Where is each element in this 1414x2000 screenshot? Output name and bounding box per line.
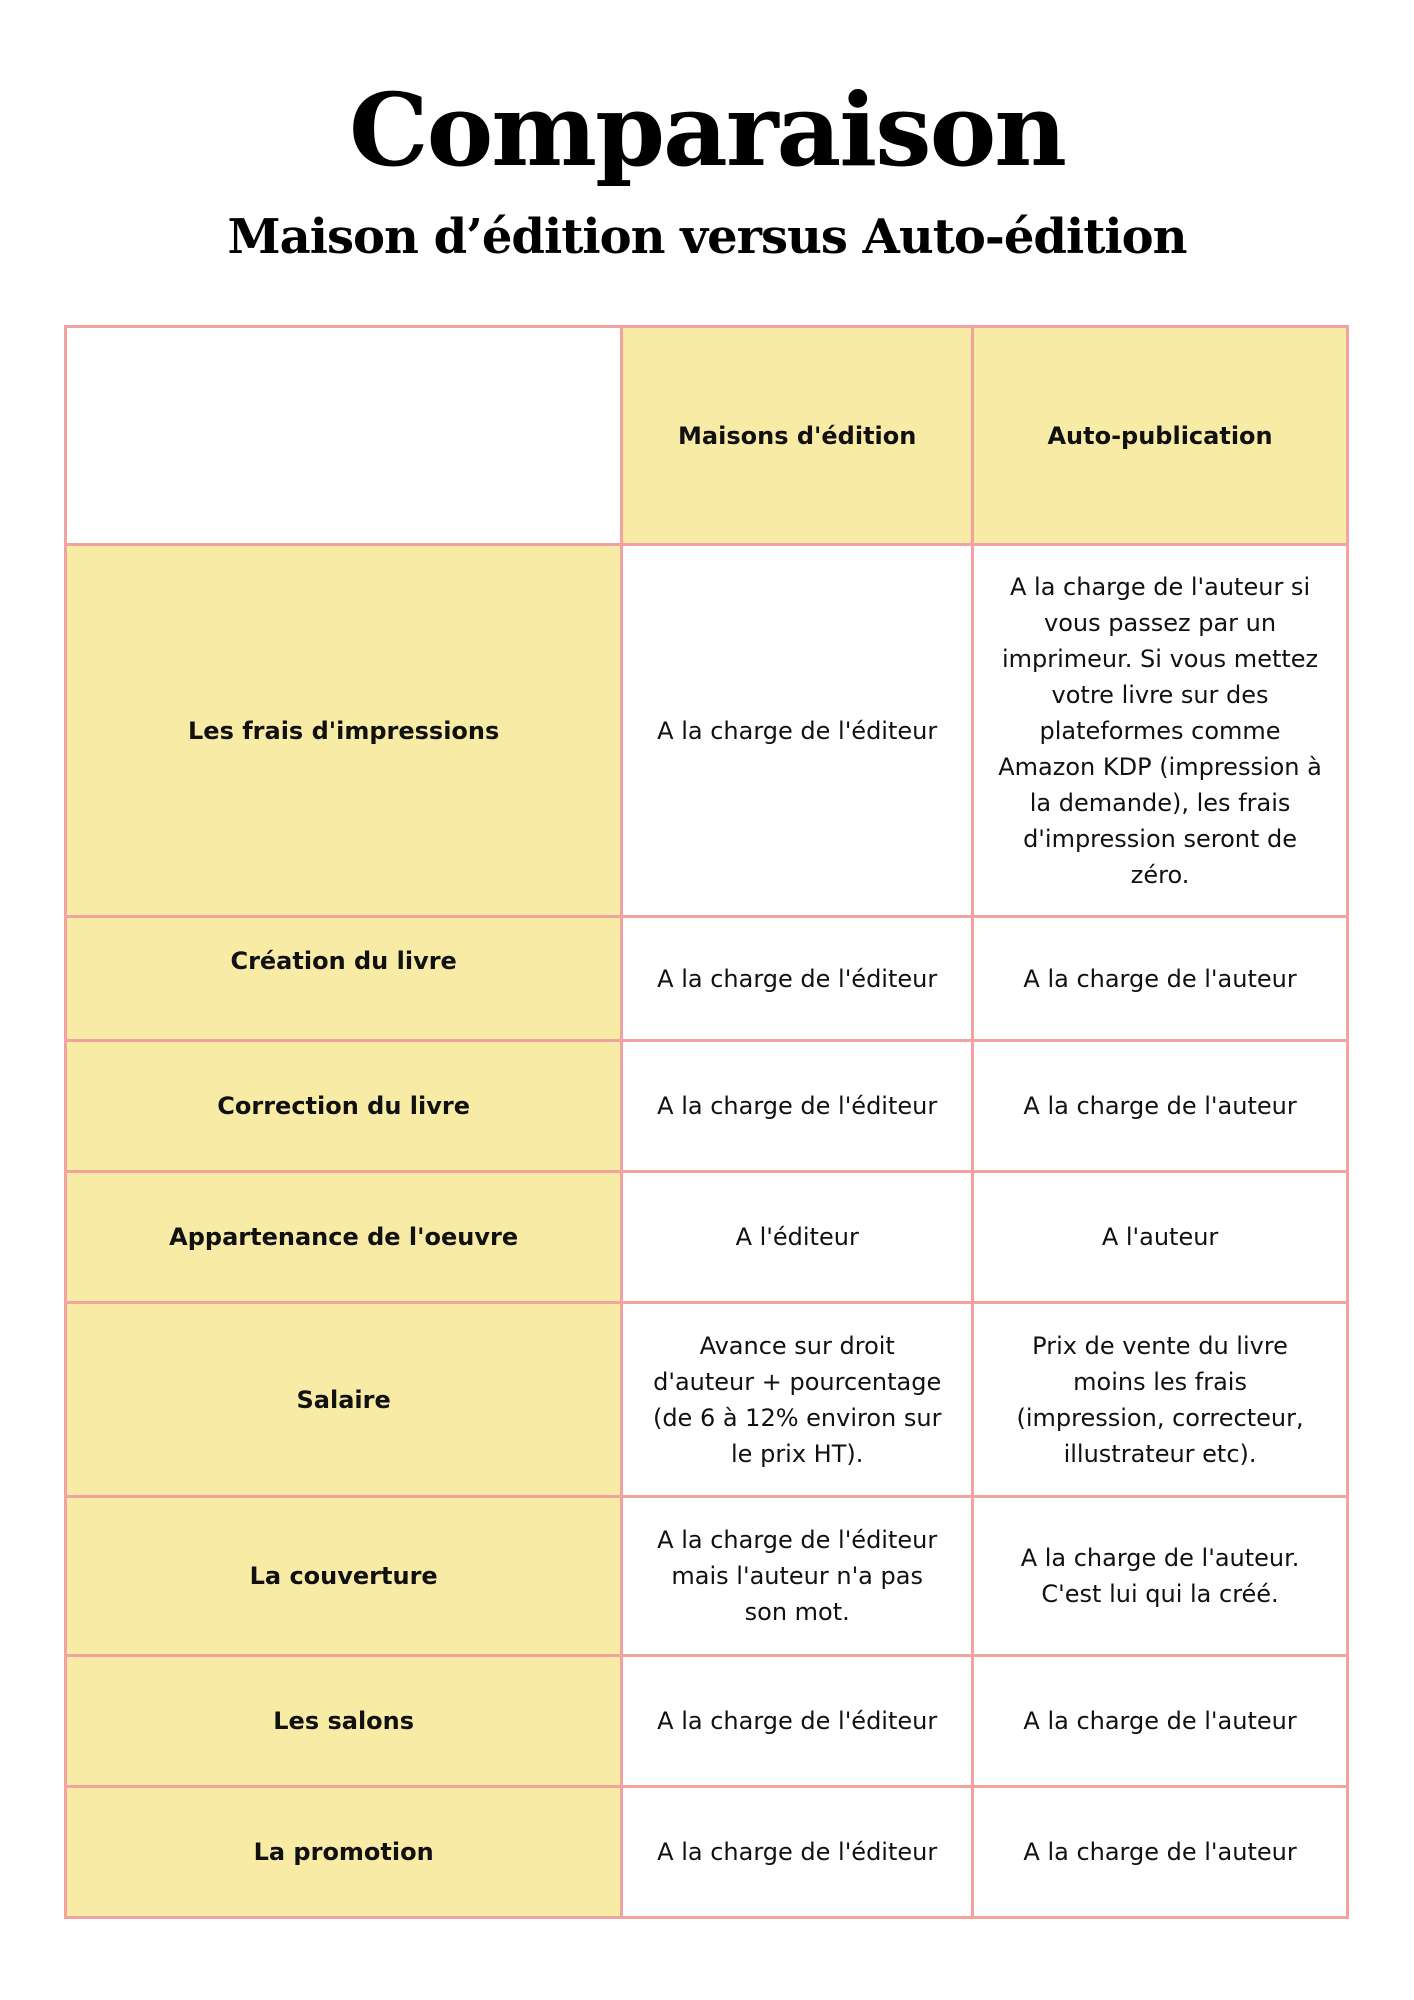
cell-auto: A la charge de l'auteur bbox=[973, 1041, 1348, 1172]
table-row bbox=[66, 545, 1348, 917]
cell-auto: A la charge de l'auteur bbox=[973, 1787, 1348, 1918]
table-row bbox=[66, 1497, 1348, 1656]
cell-auto: A la charge de l'auteur. C'est lui qui la créé. bbox=[973, 1497, 1348, 1656]
cell-maison: A la charge de l'éditeur bbox=[622, 917, 973, 1041]
table-row bbox=[66, 1656, 1348, 1787]
cell-maison: Avance sur droit d'auteur + pourcentage (de 6 à 12% environ sur le prix HT). bbox=[622, 1303, 973, 1497]
row-label-creation-livre bbox=[66, 917, 622, 1041]
table-row bbox=[66, 1172, 1348, 1303]
cell-maison: A la charge de l'éditeur bbox=[622, 1041, 973, 1172]
table-header-row bbox=[66, 327, 1348, 545]
page-subtitle: Maison d’édition versus Auto-édition bbox=[227, 209, 1187, 265]
cell-maison: A la charge de l'éditeur mais l'auteur n'a pas son mot. bbox=[622, 1497, 973, 1656]
cell-maison: A l'éditeur bbox=[622, 1172, 973, 1303]
row-label-promotion: La promotion bbox=[66, 1787, 622, 1918]
cell-maison: A la charge de l'éditeur bbox=[622, 545, 973, 917]
row-label-couverture: La couverture bbox=[66, 1497, 622, 1656]
page-title: Comparaison bbox=[349, 71, 1065, 189]
cell-auto: A l'auteur bbox=[973, 1172, 1348, 1303]
table-row bbox=[66, 917, 1348, 1041]
cell-maison: A la charge de l'éditeur bbox=[622, 1656, 973, 1787]
cell-auto: A la charge de l'auteur bbox=[973, 917, 1348, 1041]
cell-auto: A la charge de l'auteur si vous passez par un imprimeur. Si vous mettez votre livre sur des plateformes comme Amazon KDP (impression à la demande), les frais d'impression seront de zéro. bbox=[973, 545, 1348, 917]
row-label-correction-livre: Correction du livre bbox=[66, 1041, 622, 1172]
cell-auto: Prix de vente du livre moins les frais (impression, correcteur, illustrateur etc). bbox=[973, 1303, 1348, 1497]
cell-maison: A la charge de l'éditeur bbox=[622, 1787, 973, 1918]
table-row bbox=[66, 1303, 1348, 1497]
table-row bbox=[66, 1041, 1348, 1172]
row-label-salons: Les salons bbox=[66, 1656, 622, 1787]
row-label-text: Création du livre bbox=[230, 946, 457, 975]
header-maisons-edition: Maisons d'édition bbox=[622, 327, 973, 545]
row-label-frais-impressions: Les frais d'impressions bbox=[66, 545, 622, 917]
row-label-appartenance-oeuvre: Appartenance de l'oeuvre bbox=[66, 1172, 622, 1303]
row-label-salaire: Salaire bbox=[66, 1303, 622, 1497]
header-auto-publication: Auto-publication bbox=[973, 327, 1348, 545]
comparison-table bbox=[64, 325, 1349, 1919]
table-row bbox=[66, 1787, 1348, 1918]
cell-auto: A la charge de l'auteur bbox=[973, 1656, 1348, 1787]
header-empty-cell bbox=[66, 327, 622, 545]
